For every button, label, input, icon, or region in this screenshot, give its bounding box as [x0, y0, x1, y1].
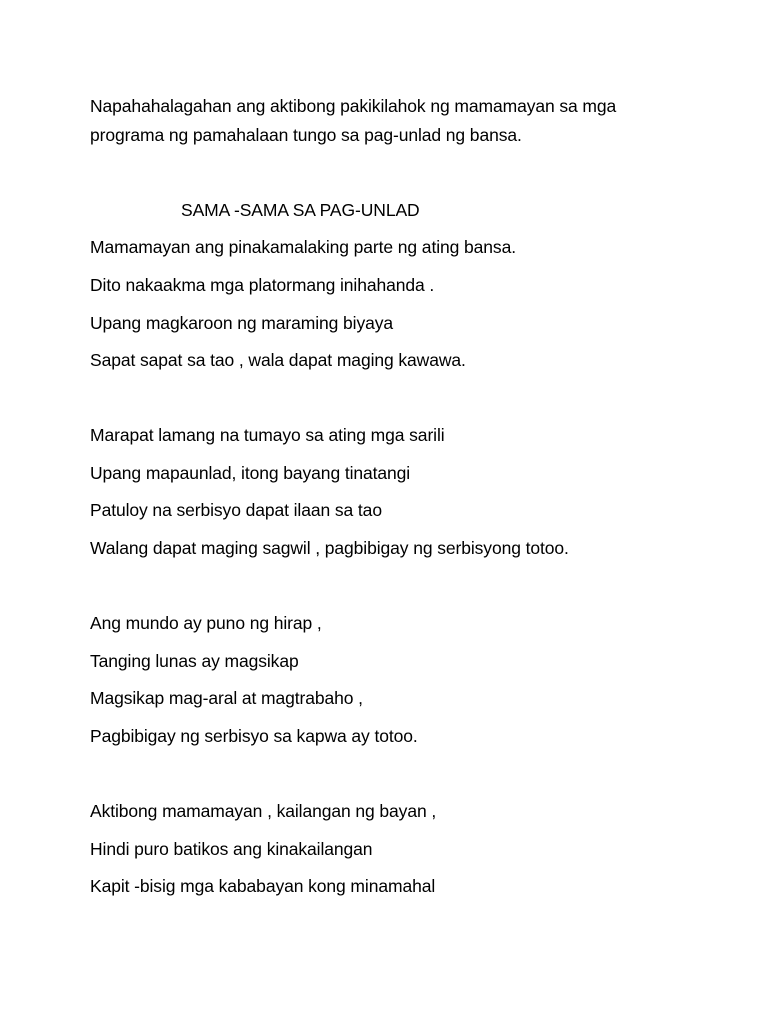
stanza-4-line-3: Kapit -bisig mga kababayan kong minamahal	[90, 876, 436, 896]
stanza-1-line-4: Sapat sapat sa tao , wala dapat maging kawawa.	[90, 350, 466, 370]
stanza-2-line-3: Patuloy na serbisyo dapat ilaan sa tao	[90, 500, 382, 520]
stanza-2-line-4: Walang dapat maging sagwil , pagbibigay ng serbisyong totoo.	[90, 538, 569, 558]
intro-line-2: programa ng pamahalaan tungo sa pag-unlad ng bansa.	[90, 125, 522, 145]
stanza-3-line-2: Tanging lunas ay magsikap	[90, 651, 299, 671]
stanza-3-line-3: Magsikap mag-aral at magtrabaho ,	[90, 688, 363, 708]
stanza-1-line-1: Mamamayan ang pinakamalaking parte ng ating bansa.	[90, 237, 516, 257]
intro-line-1: Napahahalagahan ang aktibong pakikilahok ng mamamayan sa mga	[90, 96, 617, 116]
stanza-2-line-2: Upang mapaunlad, itong bayang tinatangi	[90, 463, 411, 483]
stanza-4-line-1: Aktibong mamamayan , kailangan ng bayan ,	[90, 801, 437, 821]
stanza-3-line-4: Pagbibigay ng serbisyo sa kapwa ay totoo.	[90, 726, 418, 746]
stanza-2-line-1: Marapat lamang na tumayo sa ating mga sarili	[90, 425, 445, 445]
stanza-1-line-2: Dito nakaakma mga platormang inihahanda .	[90, 275, 435, 295]
stanza-3-line-1: Ang mundo ay puno ng hirap ,	[90, 613, 322, 633]
poem-title: SAMA -SAMA SA PAG-UNLAD	[181, 200, 420, 220]
stanza-4-line-2: Hindi puro batikos ang kinakailangan	[90, 839, 373, 859]
stanza-1-line-3: Upang magkaroon ng maraming biyaya	[90, 313, 394, 333]
